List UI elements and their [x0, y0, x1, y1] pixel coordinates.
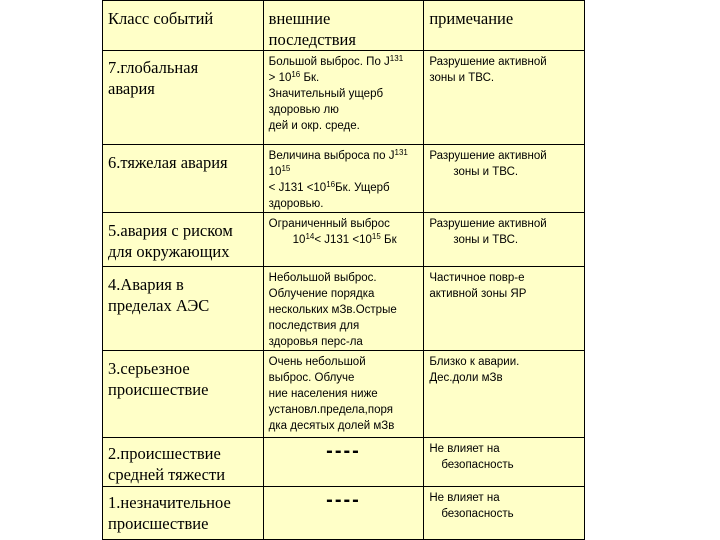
event-class-line: 7.глобальная: [108, 58, 199, 77]
note-line: Не влияет на: [429, 443, 500, 455]
consequences-line: > $10^{16}$ Бк.: [268, 70, 320, 84]
event-class-line: 5.авария с риском: [108, 221, 233, 240]
event-class-cell: [103, 145, 264, 213]
consequences-line: $10^{14}< J131 <10^{15}$ Бк: [292, 232, 397, 246]
consequences-line: Значительный ущерб: [268, 88, 384, 100]
note-line: Разрушение активной: [429, 56, 547, 68]
table-row: [103, 438, 585, 487]
note-cell: [424, 267, 585, 351]
event-class-line: 6.тяжелая авария: [108, 153, 228, 172]
note-cell: [424, 51, 585, 145]
event-class-line: пределах АЭС: [108, 296, 210, 315]
note-line: зоны и ТВС.: [453, 166, 519, 178]
consequences-line: Очень небольшой: [268, 356, 366, 368]
event-class-line: происшествие: [108, 380, 209, 399]
note-line: Разрушение активной: [429, 150, 547, 162]
table-row: [103, 487, 585, 540]
header-event-class: [103, 1, 264, 51]
header-external-consequences: [263, 1, 424, 51]
no-consequences-dash: ----: [326, 440, 361, 462]
note-line: Не влияет на: [429, 492, 500, 504]
consequences-cell: [263, 487, 424, 540]
consequences-line: здоровью лю: [268, 104, 339, 116]
event-class-cell: [103, 267, 264, 351]
consequences-cell: [263, 145, 424, 213]
event-class-line: 4.Авария в: [108, 275, 184, 294]
event-class-line: 3.серьезное: [108, 359, 190, 378]
note-cell: [424, 145, 585, 213]
event-class-line: для окружающих: [108, 242, 230, 261]
consequences-line: здоровью.: [268, 198, 324, 210]
consequences-line: $10^{15}$: [268, 164, 291, 178]
note-line: безопасность: [441, 459, 514, 471]
consequences-line: выброс. Облуче: [268, 372, 355, 384]
consequences-line: дей и окр. среде.: [268, 120, 360, 132]
note-line: Дес.доли мЗв: [429, 372, 503, 384]
event-class-cell: [103, 438, 264, 487]
no-consequences-dash: ----: [326, 489, 361, 511]
note-cell: [424, 487, 585, 540]
event-class-line: авария: [108, 79, 155, 98]
consequences-line: здоровья перс-ла: [268, 336, 363, 348]
consequences-line: Небольшой выброс.: [268, 272, 377, 284]
header-event-class-text: Класс событий: [108, 9, 214, 28]
header-consequences-line2: последствия: [268, 30, 356, 49]
consequences-line: Ограниченный выброс: [268, 218, 390, 230]
event-class-cell: [103, 213, 264, 267]
consequences-cell: [263, 267, 424, 351]
consequences-line: нескольких мЗв.Острые: [268, 304, 397, 316]
header-consequences-line1: внешние: [268, 9, 331, 28]
consequences-line: дка десятых долей мЗв: [268, 420, 395, 432]
consequences-cell: [263, 51, 424, 145]
note-line: зоны и ТВС.: [429, 72, 495, 84]
consequences-line: установл.предела,поря: [268, 404, 393, 416]
note-line: Близко к аварии.: [429, 356, 520, 368]
consequences-line: Величина выброса по $J^{131}$: [268, 148, 408, 162]
consequences-line: Облучение порядка: [268, 288, 375, 300]
consequences-cell: [263, 438, 424, 487]
event-class-line: 2.происшествие: [108, 444, 221, 463]
note-line: активной зоны ЯР: [429, 288, 527, 300]
note-line: Частичное повр-е: [429, 272, 525, 284]
note-line: Разрушение активной: [429, 218, 547, 230]
table-row: [103, 213, 585, 267]
header-note-text: примечание: [429, 9, 514, 28]
note-line: безопасность: [441, 508, 514, 520]
consequences-line: Большой выброс. По $J^{131}$: [268, 54, 404, 68]
consequences-line: последствия для: [268, 320, 360, 332]
event-class-cell: [103, 487, 264, 540]
table-header-row: [103, 1, 585, 51]
note-line: зоны и ТВС.: [453, 234, 519, 246]
ines-scale-table: [102, 0, 585, 540]
table-row: [103, 267, 585, 351]
consequences-cell: [263, 213, 424, 267]
note-cell: [424, 213, 585, 267]
table-row: [103, 351, 585, 438]
table-row: [103, 145, 585, 213]
note-cell: [424, 438, 585, 487]
consequences-line: < $J131 <10^{16}Бк$. Ущерб: [268, 180, 390, 194]
event-class-line: происшествие: [108, 514, 209, 533]
note-cell: [424, 351, 585, 438]
table-row: [103, 51, 585, 145]
consequences-line: ние населения ниже: [268, 388, 378, 400]
event-class-line: средней тяжести: [108, 465, 226, 484]
event-class-line: 1.незначительное: [108, 493, 231, 512]
event-class-cell: [103, 351, 264, 438]
header-note: [424, 1, 585, 51]
consequences-cell: [263, 351, 424, 438]
event-class-cell: [103, 51, 264, 145]
